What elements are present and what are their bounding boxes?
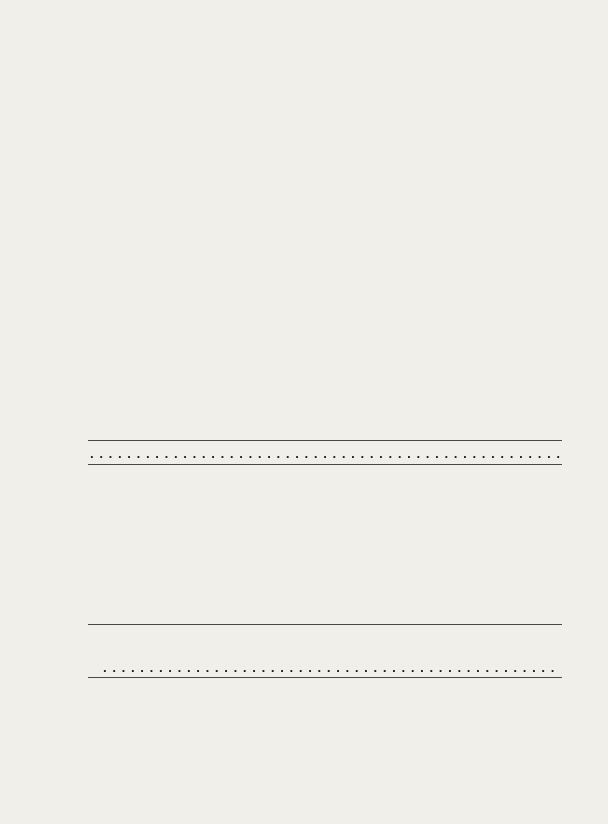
chapter-13-rule-top xyxy=(88,624,562,625)
chapter-12-rule-bottom xyxy=(88,464,562,465)
chapter-13-heading-last-line xyxy=(101,658,562,678)
chapter-12-rule-top xyxy=(88,440,562,441)
chapter-12-heading xyxy=(88,444,562,464)
chapter-13-rule-bottom xyxy=(88,677,562,678)
leader-dots xyxy=(103,658,560,678)
leader-dots xyxy=(90,444,560,464)
